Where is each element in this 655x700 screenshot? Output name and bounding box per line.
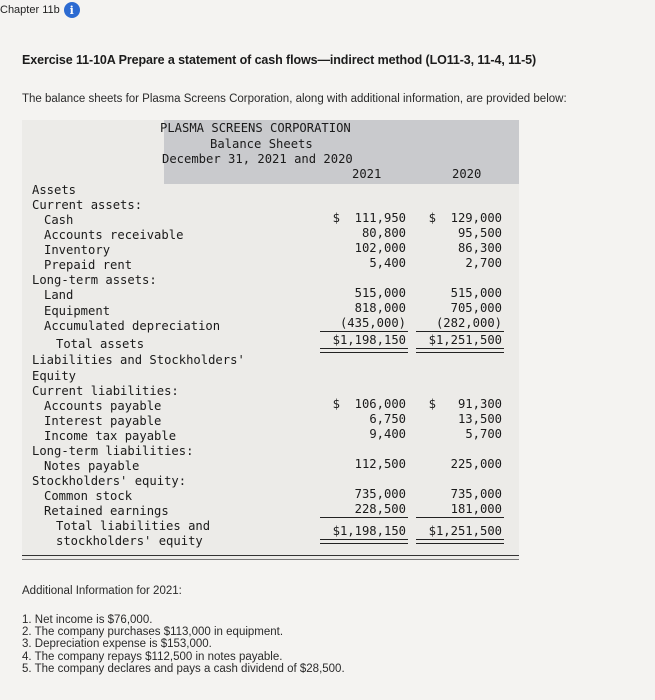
label-cash: Cash	[44, 213, 74, 227]
value-total-le-2020: $1,251,500	[428, 524, 502, 538]
additional-info-title: Additional Information for 2021:	[22, 585, 182, 597]
value-ap-2020: $ 91,300	[428, 397, 502, 411]
value-ap-2021: $ 106,000	[332, 397, 406, 411]
value-inventory-2020: 86,300	[457, 241, 502, 255]
balance-sheet	[22, 120, 519, 560]
value-interest-2021: 6,750	[369, 412, 406, 426]
statement-date: December 31, 2021 and 2020	[162, 152, 353, 166]
value-equipment-2020: 705,000	[450, 301, 502, 315]
rule-le-2020	[416, 517, 504, 518]
chapter-heading	[0, 2, 80, 18]
list-item: 4. The company repays $112,500 in notes payable.	[22, 650, 283, 663]
label-total-assets: Total assets	[56, 337, 145, 351]
double-rule-assets-2020	[416, 348, 504, 353]
company-name: PLASMA SCREENS CORPORATION	[160, 121, 351, 135]
label-interest-payable: Interest payable	[44, 414, 162, 428]
label-common-stock: Common stock	[44, 489, 133, 503]
value-common-stock-2021: 735,000	[354, 487, 406, 501]
label-long-term-liabilities: Long-term liabilities:	[32, 444, 194, 458]
intro-text: The balance sheets for Plasma Screens Corporation, along with additional information, are provided below:	[22, 93, 567, 105]
column-header-2020: 2020	[452, 167, 482, 181]
value-cash-2021: $ 111,950	[332, 211, 406, 225]
value-tax-2020: 5,700	[465, 427, 502, 441]
value-cash-2020: $ 129,000	[428, 211, 502, 225]
value-notes-2021: 112,500	[354, 457, 406, 471]
value-prepaid-2021: 5,400	[369, 256, 406, 270]
label-prepaid-rent: Prepaid rent	[44, 258, 133, 272]
list-item: 2. The company purchases $113,000 in equipment.	[22, 626, 284, 639]
list-item: 5. The company declares and pays a cash dividend of $28,500.	[22, 662, 345, 675]
label-long-term-assets: Long-term assets:	[32, 273, 157, 287]
value-tax-2021: 9,400	[369, 427, 406, 441]
additional-info-list	[22, 614, 345, 675]
column-header-2021: 2021	[352, 167, 382, 181]
value-accdep-2020: (282,000)	[435, 316, 502, 330]
value-accdep-2021: (435,000)	[339, 316, 406, 330]
rule-assets-2020	[416, 331, 504, 332]
label-equipment: Equipment	[44, 304, 111, 318]
value-total-le-2021: $1,198,150	[332, 524, 406, 538]
value-retained-2021: 228,500	[354, 502, 406, 516]
value-common-stock-2020: 735,000	[450, 487, 502, 501]
double-rule-assets-2021	[320, 348, 408, 353]
rule-le-2021	[320, 517, 408, 518]
value-prepaid-2020: 2,700	[465, 256, 502, 270]
label-accumulated-depreciation: Accumulated depreciation	[44, 319, 221, 333]
value-ar-2020: 95,500	[457, 226, 502, 240]
value-land-2020: 515,000	[450, 286, 502, 300]
rule-assets-2021	[320, 331, 408, 332]
value-notes-2020: 225,000	[450, 457, 502, 471]
label-land: Land	[44, 288, 74, 302]
double-rule-le-2021	[320, 539, 408, 544]
label-retained-earnings: Retained earnings	[44, 504, 169, 518]
value-ar-2021: 80,800	[361, 226, 406, 240]
table-bottom-rule	[22, 555, 519, 560]
list-item: 3. Depreciation expense is $153,000.	[22, 638, 212, 651]
value-total-assets-2020: $1,251,500	[428, 333, 502, 347]
label-income-tax-payable: Income tax payable	[44, 429, 177, 443]
value-inventory-2021: 102,000	[354, 241, 406, 255]
label-current-liabilities: Current liabilities:	[32, 384, 179, 398]
info-icon[interactable]: i	[64, 2, 80, 18]
label-accounts-receivable: Accounts receivable	[44, 228, 184, 242]
statement-name: Balance Sheets	[210, 137, 313, 151]
label-current-assets: Current assets:	[32, 198, 143, 212]
chapter-label: Chapter 11b	[0, 4, 60, 16]
exercise-title: Exercise 11-10A Prepare a statement of cash flows—indirect method (LO11-3, 11-4, 11-5)	[22, 53, 537, 67]
label-stockholders-equity: Stockholders' equity:	[32, 474, 187, 488]
value-retained-2020: 181,000	[450, 502, 502, 516]
value-total-assets-2021: $1,198,150	[332, 333, 406, 347]
label-liab-equity-1: Liabilities and Stockholders'	[32, 353, 245, 367]
label-notes-payable: Notes payable	[44, 459, 140, 473]
label-total-le-1: Total liabilities and	[56, 519, 211, 533]
label-accounts-payable: Accounts payable	[44, 399, 162, 413]
label-liab-equity-2: Equity	[32, 369, 77, 383]
label-assets: Assets	[32, 183, 77, 197]
label-total-le-2: stockholders' equity	[56, 534, 203, 548]
value-equipment-2021: 818,000	[354, 301, 406, 315]
double-rule-le-2020	[416, 539, 504, 544]
value-land-2021: 515,000	[354, 286, 406, 300]
value-interest-2020: 13,500	[457, 412, 502, 426]
label-inventory: Inventory	[44, 243, 111, 257]
list-item: 1. Net income is $76,000.	[22, 614, 153, 626]
